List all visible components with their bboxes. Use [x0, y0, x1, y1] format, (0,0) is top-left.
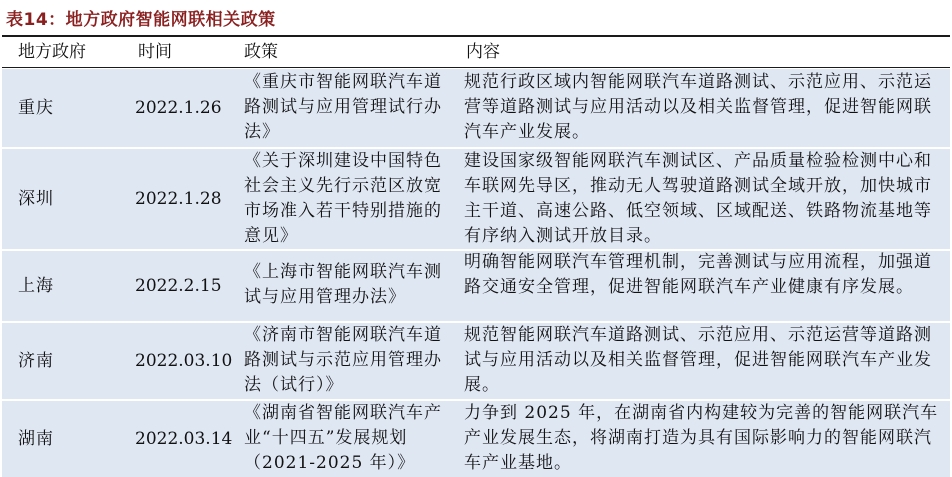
date-text: 2022.03.10 [135, 350, 233, 371]
cell-content: 规范行政区域内智能网联汽车道路测试、示范应用、示范运营等道路测试与应用活动以及相关监督管理，促进智能网联汽车产业发展。 [464, 72, 932, 142]
cell-gov [18, 69, 118, 147]
gov-name: 深圳 [18, 188, 54, 209]
table-title: 表14：地方政府智能网联相关政策 [6, 10, 276, 30]
cell-policy: 《湖南省智能网联汽车产业“十四五”发展规划（2021-2025 年）》 [244, 403, 442, 473]
cell-gov [18, 323, 118, 399]
header-rule [2, 67, 950, 68]
date-text: 2022.1.26 [135, 97, 222, 118]
date-text: 2022.03.14 [135, 428, 233, 449]
gov-name: 重庆 [18, 97, 54, 118]
top-rule [2, 35, 950, 37]
cell-content: 规范智能网联汽车道路测试、示范应用、示范运营等道路测试与应用活动以及相关监督管理，促进智能网联汽车产业发展。 [464, 325, 932, 395]
cell-gov [18, 251, 118, 321]
cell-date [135, 149, 245, 249]
date-text: 2022.1.28 [135, 188, 222, 209]
cell-content: 力争到 2025 年，在湖南省内构建较为完善的智能网联汽车产业发展生态，将湖南打造为具有国际影响力的智能网联汽车产业基地。 [464, 403, 939, 473]
cell-gov [18, 401, 118, 477]
cell-policy: 《关于深圳建设中国特色社会主义先行示范区放宽市场准入若干特别措施的意见》 [244, 151, 442, 246]
table-row [2, 323, 950, 399]
cell-gov [18, 149, 118, 249]
cell-date [135, 251, 245, 321]
cell-policy: 《上海市智能网联汽车测试与应用管理办法》 [244, 262, 442, 307]
cell-date [135, 401, 245, 477]
header-gov: 地方政府 [18, 42, 86, 62]
gov-name: 济南 [18, 350, 54, 371]
cell-policy: 《济南市智能网联汽车道路测试与示范应用管理办法（试行）》 [244, 325, 442, 395]
gov-name: 上海 [18, 275, 54, 296]
cell-content: 建设国家级智能网联汽车测试区、产品质量检验检测中心和车联网先导区，推动无人驾驶道路测试全域开放，加快城市主干道、高速公路、低空领域、区域配送、铁路物流基地等有序纳入测试开放目录。 [464, 151, 932, 246]
cell-content: 明确智能网联汽车管理机制，完善测试与应用流程，加强道路交通安全管理，促进智能网联汽车产业健康有序发展。 [464, 252, 932, 297]
table-row [2, 251, 950, 321]
table-row [2, 401, 950, 477]
cell-date [135, 69, 245, 147]
cell-policy: 《重庆市智能网联汽车道路测试与应用管理试行办法》 [244, 72, 442, 142]
cell-date [135, 323, 245, 399]
header-policy: 政策 [244, 42, 278, 62]
table-row [2, 69, 950, 147]
gov-name: 湖南 [18, 428, 54, 449]
header-content: 内容 [466, 42, 500, 62]
header-date: 时间 [138, 42, 172, 62]
date-text: 2022.2.15 [135, 275, 222, 296]
table-row [2, 149, 950, 249]
